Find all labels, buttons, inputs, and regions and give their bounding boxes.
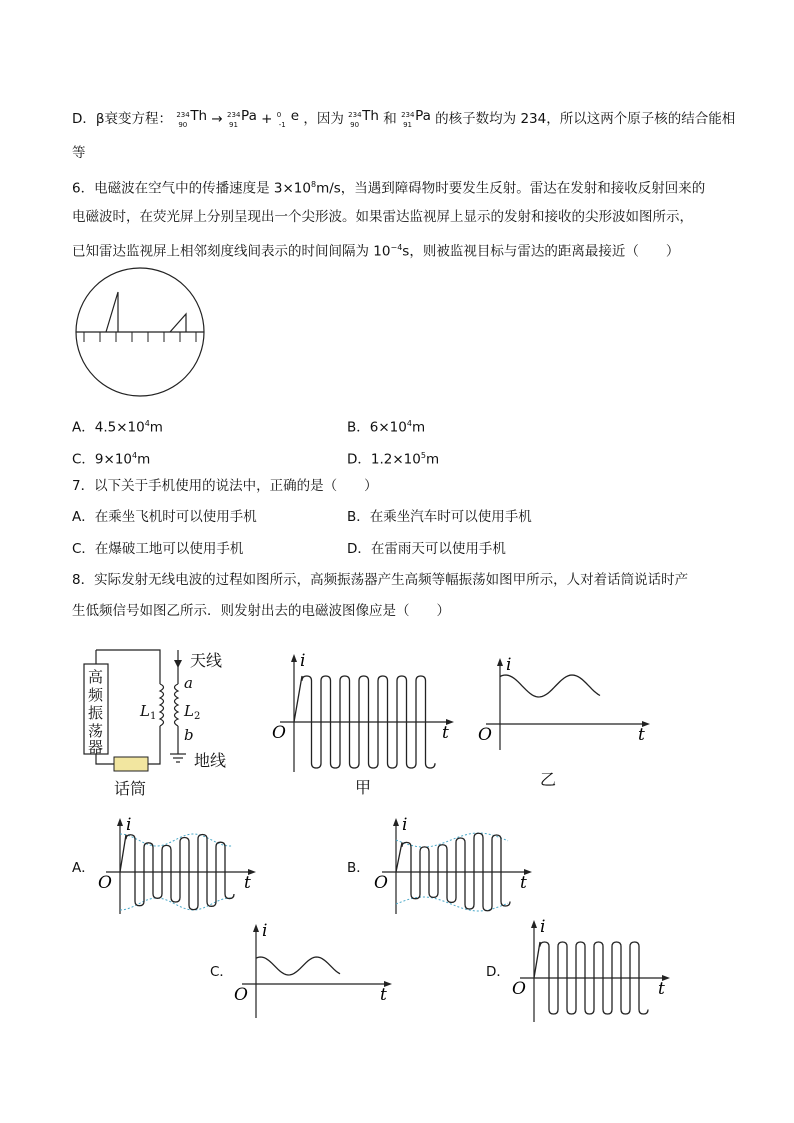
label-l2-l: L bbox=[184, 702, 194, 720]
label-l1 bbox=[139, 702, 156, 722]
radar-screen-figure bbox=[70, 268, 210, 398]
mic-box bbox=[114, 757, 148, 771]
caption-jia: 甲 bbox=[355, 778, 372, 797]
label-a: a bbox=[184, 674, 193, 692]
q6-b-unit: m bbox=[411, 419, 426, 436]
axes bbox=[478, 655, 650, 750]
antenna-arrow-icon bbox=[174, 660, 182, 668]
e-z: -1 bbox=[278, 121, 286, 129]
graph-option-d[interactable] bbox=[510, 918, 670, 1024]
q6-c-unit: m bbox=[137, 451, 151, 468]
q7-option-d[interactable]: D．在雷雨天可以使用手机 bbox=[347, 541, 506, 557]
e-mass: 0 bbox=[276, 111, 282, 119]
axes bbox=[234, 921, 392, 1018]
axis-label-i: i bbox=[540, 917, 546, 937]
radar-receive-pulse bbox=[170, 314, 186, 332]
q7-option-c[interactable]: C．在爆破工地可以使用手机 bbox=[72, 541, 244, 557]
y-axis-arrow-icon bbox=[291, 654, 297, 662]
axis-label-i: i bbox=[126, 815, 132, 835]
pa-symbol: Pa bbox=[241, 108, 257, 124]
graph-yi-low-freq bbox=[478, 656, 643, 752]
low-frequency-waveform bbox=[500, 675, 600, 697]
label-b: b bbox=[184, 726, 194, 744]
label-l2 bbox=[183, 702, 200, 722]
ground-label: 地线 bbox=[194, 751, 227, 770]
q5-d-tail: 的核子数均为 234，所以这两个原子核的结合能相 bbox=[435, 111, 736, 127]
q8-option-d-label[interactable]: D． bbox=[486, 964, 510, 980]
axis-label-i: i bbox=[262, 921, 268, 941]
origin-label: O bbox=[98, 873, 112, 893]
circuit-wire-bottom-2 bbox=[148, 726, 160, 764]
q6-c-text: C．9×10 bbox=[72, 451, 133, 468]
q6-option-d[interactable] bbox=[347, 446, 439, 470]
axis-label-t: t bbox=[244, 873, 251, 893]
q6-option-b[interactable] bbox=[347, 414, 425, 438]
label-l1-sub: 1 bbox=[149, 711, 157, 722]
origin-label: O bbox=[512, 979, 526, 999]
caption-yi: 乙 bbox=[540, 770, 557, 789]
q6-b-exp: 4 bbox=[406, 419, 412, 428]
th2-symbol: Th bbox=[362, 108, 379, 124]
nuclide-pa-2 bbox=[401, 106, 431, 129]
q7-option-b[interactable]: B．在乘坐汽车时可以使用手机 bbox=[347, 509, 532, 525]
mic-label: 话筒 bbox=[114, 779, 147, 798]
axis-label-i: i bbox=[300, 651, 306, 671]
axis-label-t: t bbox=[520, 873, 527, 893]
graph-option-a[interactable] bbox=[96, 816, 256, 916]
e-symbol: e bbox=[290, 108, 300, 124]
q5-d-label: D．β衰变方程： bbox=[72, 111, 173, 127]
th2-z: 90 bbox=[350, 121, 360, 129]
pa2-z: 91 bbox=[403, 121, 412, 129]
q6-exp-neg4: −4 bbox=[390, 243, 403, 252]
y-axis-arrow-icon bbox=[253, 924, 259, 932]
th2-mass: 234 bbox=[348, 111, 362, 119]
q6-d-exp: 5 bbox=[420, 451, 426, 460]
q6-line1-a: 6．电磁波在空气中的传播速度是 3×10 bbox=[72, 180, 311, 197]
y-axis-arrow-icon bbox=[393, 818, 399, 826]
q6-a-unit: m bbox=[149, 419, 163, 436]
axes bbox=[272, 651, 454, 772]
q6-line2: 电磁波时，在荧光屏上分别呈现出一个尖形波。如果雷达监视屏上显示的发射和接收的尖形波如图所示， bbox=[72, 209, 693, 225]
q5-d-tail2: 等 bbox=[72, 145, 86, 161]
y-axis-arrow-icon bbox=[531, 920, 537, 928]
radar-transmit-pulse bbox=[106, 292, 118, 332]
origin-label: O bbox=[234, 985, 248, 1005]
y-axis-arrow-icon bbox=[117, 818, 123, 826]
label-l2-sub: 2 bbox=[193, 711, 201, 722]
q6-a-exp: 4 bbox=[144, 419, 150, 428]
axis-label-t: t bbox=[380, 985, 387, 1005]
graph-option-b[interactable] bbox=[372, 816, 532, 916]
q6-a-text: A．4.5×10 bbox=[72, 419, 145, 436]
q7-option-a[interactable]: A．在乘坐飞机时可以使用手机 bbox=[72, 509, 257, 525]
axis-label-i: i bbox=[506, 655, 512, 675]
q5-option-d bbox=[72, 106, 735, 129]
q5-d-and: 和 bbox=[383, 111, 397, 127]
radar-ticks bbox=[84, 332, 196, 342]
coil-l2 bbox=[175, 684, 179, 726]
q6-exp-8: 8 bbox=[310, 180, 317, 189]
low-frequency-waveform bbox=[256, 957, 340, 975]
graph-jia-high-freq bbox=[272, 650, 457, 774]
osc-char-0: 高 bbox=[88, 668, 104, 686]
q6-d-text: D．1.2×10 bbox=[347, 451, 421, 468]
coil-l1 bbox=[160, 684, 164, 726]
origin-label: O bbox=[374, 873, 388, 893]
osc-char-2: 振 bbox=[88, 704, 104, 722]
q6-c-exp: 4 bbox=[132, 451, 138, 460]
q8-option-a-label[interactable]: A． bbox=[72, 860, 95, 876]
nuclide-e bbox=[276, 106, 300, 129]
pa-z: 91 bbox=[229, 121, 238, 129]
q6-line1 bbox=[72, 175, 705, 199]
pa-mass: 234 bbox=[227, 111, 241, 119]
nuclide-pa bbox=[227, 106, 257, 129]
q8-option-c-label[interactable]: C． bbox=[210, 964, 233, 980]
q5-d-mid: ，因为 bbox=[303, 111, 344, 127]
axis-label-t: t bbox=[638, 725, 645, 745]
osc-char-3: 荡 bbox=[88, 722, 104, 740]
th-mass: 234 bbox=[176, 111, 190, 119]
label-l1-l: L bbox=[140, 702, 150, 720]
q8-line2: 生低频信号如图乙所示．则发射出去的电磁波图像应是（ ） bbox=[72, 603, 450, 619]
envelope-top bbox=[120, 834, 232, 846]
q6-line3-b: s，则被监视目标与雷达的距离最接近（ ） bbox=[402, 243, 680, 260]
pa2-mass: 234 bbox=[401, 111, 415, 119]
th-z: 90 bbox=[178, 121, 188, 129]
y-axis-arrow-icon bbox=[497, 658, 503, 666]
q6-line3-a: 已知雷达监视屏上相邻刻度线间表示的时间间隔为 10 bbox=[72, 243, 391, 260]
origin-label: O bbox=[272, 723, 286, 743]
pa2-symbol: Pa bbox=[415, 108, 431, 124]
nuclide-th-2 bbox=[348, 106, 379, 129]
q8-line1: 8．实际发射无线电波的过程如图所示，高频振荡器产生高频等幅振荡如图甲所示，人对着话筒说话时产 bbox=[72, 572, 689, 588]
envelope-top bbox=[396, 833, 508, 847]
q6-option-c[interactable] bbox=[72, 446, 150, 470]
transmitter-circuit bbox=[74, 644, 254, 800]
axis-label-t: t bbox=[442, 723, 449, 743]
nuclide-th bbox=[176, 106, 208, 129]
q6-b-text: B．6×10 bbox=[347, 419, 407, 436]
q8-option-b-label[interactable]: B． bbox=[347, 860, 370, 876]
q6-option-a[interactable] bbox=[72, 414, 163, 438]
origin-label: O bbox=[478, 725, 492, 745]
q6-line1-b: m/s，当遇到障碍物时要发生反射。雷达在发射和接收反射回来的 bbox=[316, 180, 706, 197]
th-symbol: Th bbox=[190, 108, 208, 124]
axis-label-t: t bbox=[658, 979, 665, 999]
q6-d-unit: m bbox=[425, 451, 440, 468]
q6-line3 bbox=[72, 238, 679, 262]
antenna-label: 天线 bbox=[190, 651, 223, 670]
graph-option-c[interactable] bbox=[232, 922, 392, 1020]
axis-label-i: i bbox=[402, 815, 408, 835]
q7-stem: 7．以下关于手机使用的说法中，正确的是（ ） bbox=[72, 478, 378, 494]
plus: + bbox=[261, 111, 273, 127]
osc-char-1: 频 bbox=[88, 686, 104, 704]
arrow: → bbox=[211, 111, 223, 127]
osc-char-4: 器 bbox=[88, 738, 104, 756]
